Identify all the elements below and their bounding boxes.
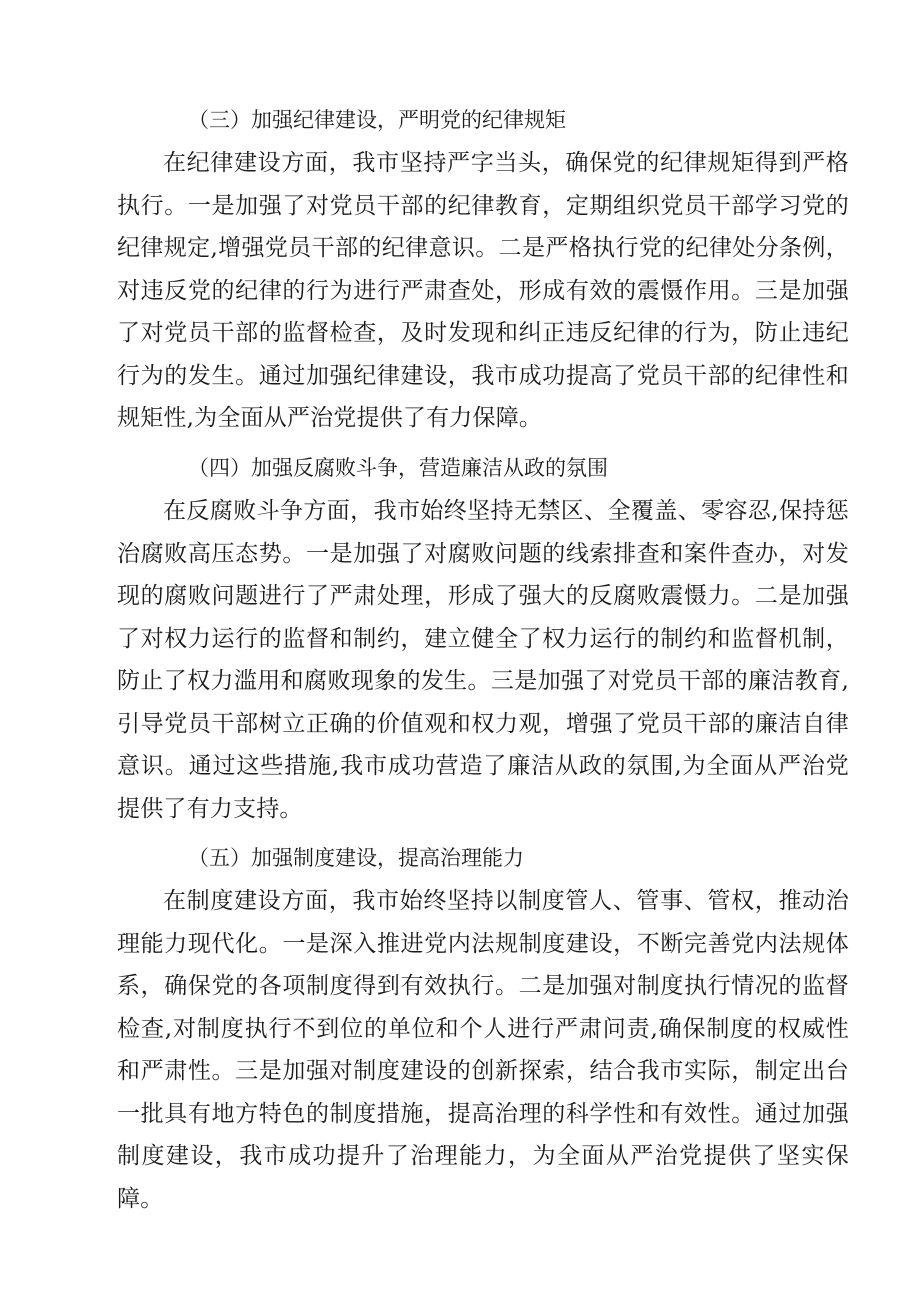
section-body-3: 在纪律建设方面，我市坚持严字当头，确保党的纪律规矩得到严格执行。一是加强了对党员干部的纪律教育，定期组织党员干部学习党的纪律规定,增强党员干部的纪律意识。二是严格执行党的纪律处分条例，对违反党的纪律的行为进行严肃查处，形成有效的震慑作用。三是加强了对党员干部的监督检查，及时发现和纠正违反纪律的行为，防止违纪行为的发生。通过加强纪律建设，我市成功提高了党员干部的纪律性和规矩性,为全面从严治党提供了有力保障。 (117, 150, 849, 431)
section-body-4: 在反腐败斗争方面，我市始终坚持无禁区、全覆盖、零容忍,保持惩治腐败高压态势。一是加强了对腐败问题的线索排查和案件查办，对发现的腐败问题进行了严肃处理，形成了强大的反腐败震慑力。二是加强了对权力运行的监督和制约，建立健全了权力运行的制约和监督机制，防止了权力滥用和腐败现象的发生。三是加强了对党员干部的廉洁教育,引导党员干部树立正确的价值观和权力观，增强了党员干部的廉洁自律意识。通过这些措施,我市成功营造了廉洁从政的氛围,为全面从严治党提供了有力支持。 (117, 498, 849, 822)
section-heading-3: （三）加强纪律建设，严明党的纪律规矩 (188, 108, 566, 132)
section-heading-4: （四）加强反腐败斗争，营造廉洁从政的氛围 (188, 456, 608, 480)
section-body-5: 在制度建设方面，我市始终坚持以制度管人、管事、管权，推动治理能力现代化。一是深入推进党内法规制度建设，不断完善党内法规体系，确保党的各项制度得到有效执行。二是加强对制度执行情况的监督检查,对制度执行不到位的单位和个人进行严肃问责,确保制度的权威性和严肃性。三是加强对制度建设的创新探索，结合我市实际，制定出台一批具有地方特色的制度措施，提高治理的科学性和有效性。通过加强制度建设，我市成功提升了治理能力，为全面从严治党提供了坚实保障。 (117, 888, 849, 1212)
section-heading-5: （五）加强制度建设，提高治理能力 (188, 846, 524, 870)
